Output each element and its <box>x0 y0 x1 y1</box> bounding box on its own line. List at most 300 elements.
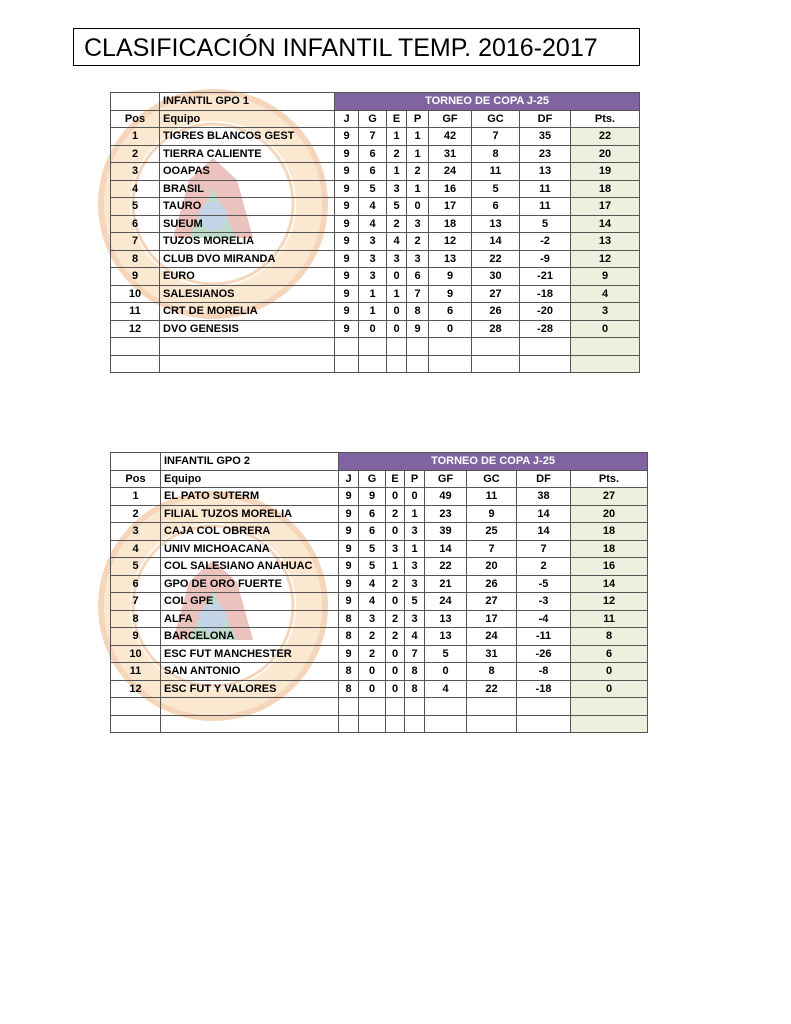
cell-e: 0 <box>387 268 407 286</box>
cell-j: 9 <box>339 575 359 593</box>
cell-df: -2 <box>520 233 571 251</box>
cell-g: 5 <box>359 180 387 198</box>
table-row <box>111 663 648 681</box>
cell-df: -3 <box>517 593 571 611</box>
cell-j: 9 <box>335 285 359 303</box>
cell-df: -26 <box>517 645 571 663</box>
cell-gc: 8 <box>472 145 520 163</box>
cell-j: 8 <box>339 610 359 628</box>
cell-p: 0 <box>405 488 425 506</box>
cell-df: -9 <box>520 250 571 268</box>
cell-equipo: UNIV MICHOACANA <box>161 540 339 558</box>
cell-e: 3 <box>387 180 407 198</box>
empty-cell <box>467 698 517 716</box>
empty-cell <box>339 715 359 733</box>
cell-df: -20 <box>520 303 571 321</box>
blank-cell <box>111 453 161 471</box>
standings-table-group-1 <box>110 92 640 373</box>
cell-equipo: SAN ANTONIO <box>161 663 339 681</box>
cell-equipo: TAURO <box>160 198 335 216</box>
empty-cell <box>387 338 407 356</box>
cell-pos: 8 <box>111 250 160 268</box>
cell-e: 5 <box>387 198 407 216</box>
cell-equipo: OOAPAS <box>160 163 335 181</box>
cell-equipo: EURO <box>160 268 335 286</box>
empty-cell <box>405 715 425 733</box>
cell-e: 0 <box>386 523 405 541</box>
cell-e: 0 <box>386 593 405 611</box>
cell-pts: 3 <box>571 303 640 321</box>
cell-gc: 30 <box>472 268 520 286</box>
cell-p: 1 <box>405 540 425 558</box>
empty-cell <box>517 698 571 716</box>
cell-pts: 6 <box>571 645 648 663</box>
column-header: E <box>387 110 407 128</box>
empty-cell <box>467 715 517 733</box>
cell-df: 7 <box>517 540 571 558</box>
cell-p: 7 <box>407 285 429 303</box>
cell-gf: 0 <box>429 320 472 338</box>
cell-gc: 31 <box>467 645 517 663</box>
cell-e: 2 <box>386 628 405 646</box>
cell-gf: 22 <box>425 558 467 576</box>
empty-cell <box>405 698 425 716</box>
cell-df: -28 <box>520 320 571 338</box>
empty-cell <box>111 715 161 733</box>
table-row <box>111 680 648 698</box>
table-row <box>111 233 640 251</box>
cell-gf: 4 <box>425 680 467 698</box>
cell-pts: 0 <box>571 320 640 338</box>
cell-p: 3 <box>405 523 425 541</box>
cell-e: 2 <box>386 505 405 523</box>
empty-row <box>111 355 640 373</box>
cell-df: -18 <box>517 680 571 698</box>
empty-cell <box>161 698 339 716</box>
cell-gf: 18 <box>429 215 472 233</box>
empty-cell <box>111 338 160 356</box>
cell-j: 8 <box>339 628 359 646</box>
empty-cell <box>571 355 640 373</box>
cell-e: 2 <box>387 145 407 163</box>
table-row <box>111 128 640 146</box>
table-row <box>111 645 648 663</box>
cell-p: 9 <box>407 320 429 338</box>
table-row <box>111 320 640 338</box>
cell-gc: 7 <box>467 540 517 558</box>
cell-pts: 12 <box>571 593 648 611</box>
cell-g: 2 <box>359 645 386 663</box>
cell-gc: 26 <box>472 303 520 321</box>
cell-j: 9 <box>335 128 359 146</box>
column-header-row <box>111 110 640 128</box>
cell-gc: 7 <box>472 128 520 146</box>
cell-j: 9 <box>339 645 359 663</box>
table-row <box>111 610 648 628</box>
cell-p: 2 <box>407 233 429 251</box>
cell-pos: 9 <box>111 628 161 646</box>
cell-pos: 1 <box>111 128 160 146</box>
cell-gf: 13 <box>429 250 472 268</box>
column-header: J <box>339 470 359 488</box>
empty-cell <box>111 698 161 716</box>
empty-cell <box>407 355 429 373</box>
cell-g: 3 <box>359 250 387 268</box>
table-row <box>111 285 640 303</box>
cell-pts: 20 <box>571 145 640 163</box>
group-header-row <box>111 453 648 471</box>
cell-pos: 11 <box>111 663 161 681</box>
cell-pos: 10 <box>111 645 161 663</box>
cell-gc: 24 <box>467 628 517 646</box>
table-row <box>111 163 640 181</box>
table-row <box>111 575 648 593</box>
cell-equipo: COL GPE <box>161 593 339 611</box>
cell-df: -8 <box>517 663 571 681</box>
cell-equipo: CAJA COL OBRERA <box>161 523 339 541</box>
cell-df: -5 <box>517 575 571 593</box>
cell-e: 0 <box>387 303 407 321</box>
cell-e: 0 <box>387 320 407 338</box>
cell-j: 9 <box>339 488 359 506</box>
cell-gf: 14 <box>425 540 467 558</box>
cell-pos: 6 <box>111 215 160 233</box>
cell-df: 23 <box>520 145 571 163</box>
cell-equipo: DVO GENESIS <box>160 320 335 338</box>
cell-p: 0 <box>407 198 429 216</box>
column-header: DF <box>517 470 571 488</box>
empty-cell <box>335 338 359 356</box>
cell-g: 4 <box>359 593 386 611</box>
empty-cell <box>359 715 386 733</box>
cell-g: 0 <box>359 320 387 338</box>
cell-equipo: SALESIANOS <box>160 285 335 303</box>
empty-cell <box>520 355 571 373</box>
cell-gf: 12 <box>429 233 472 251</box>
cell-gc: 8 <box>467 663 517 681</box>
column-header: Equipo <box>161 470 339 488</box>
cell-pts: 4 <box>571 285 640 303</box>
cell-g: 6 <box>359 163 387 181</box>
cell-pos: 5 <box>111 198 160 216</box>
column-header: P <box>405 470 425 488</box>
cell-pos: 2 <box>111 145 160 163</box>
cell-j: 9 <box>335 233 359 251</box>
cell-equipo: TIGRES BLANCOS GEST <box>160 128 335 146</box>
cell-g: 2 <box>359 628 386 646</box>
cell-equipo: ESC FUT MANCHESTER <box>161 645 339 663</box>
cell-gc: 20 <box>467 558 517 576</box>
cell-pts: 22 <box>571 128 640 146</box>
group-header-row <box>111 93 640 111</box>
cell-p: 1 <box>407 128 429 146</box>
cell-gc: 27 <box>467 593 517 611</box>
empty-cell <box>386 698 405 716</box>
table-row <box>111 593 648 611</box>
table-row <box>111 558 648 576</box>
empty-cell <box>571 715 648 733</box>
cell-df: 5 <box>520 215 571 233</box>
cell-j: 9 <box>335 268 359 286</box>
cell-g: 3 <box>359 610 386 628</box>
cell-pts: 14 <box>571 575 648 593</box>
empty-cell <box>161 715 339 733</box>
cell-gf: 23 <box>425 505 467 523</box>
cell-equipo: ALFA <box>161 610 339 628</box>
table-row <box>111 523 648 541</box>
cell-df: 11 <box>520 198 571 216</box>
page-title-box <box>73 28 640 66</box>
cell-gc: 11 <box>467 488 517 506</box>
cell-equipo: EL PATO SUTERM <box>161 488 339 506</box>
tournament-label: TORNEO DE COPA J-25 <box>335 93 640 111</box>
cell-df: 35 <box>520 128 571 146</box>
cell-e: 0 <box>386 680 405 698</box>
cell-equipo: BRASIL <box>160 180 335 198</box>
cell-pos: 7 <box>111 233 160 251</box>
cell-j: 9 <box>335 180 359 198</box>
table-row <box>111 145 640 163</box>
cell-pos: 6 <box>111 575 161 593</box>
cell-pos: 3 <box>111 523 161 541</box>
column-header: P <box>407 110 429 128</box>
cell-df: 2 <box>517 558 571 576</box>
cell-gc: 26 <box>467 575 517 593</box>
cell-pts: 9 <box>571 268 640 286</box>
cell-p: 3 <box>407 215 429 233</box>
cell-e: 0 <box>386 663 405 681</box>
cell-p: 3 <box>405 610 425 628</box>
page-title: CLASIFICACIÓN INFANTIL TEMP. 2016-2017 <box>84 34 598 62</box>
table-row <box>111 268 640 286</box>
empty-cell <box>520 338 571 356</box>
cell-e: 2 <box>386 610 405 628</box>
cell-p: 1 <box>407 180 429 198</box>
cell-gf: 24 <box>429 163 472 181</box>
cell-df: 38 <box>517 488 571 506</box>
cell-equipo: GPO DE ORO FUERTE <box>161 575 339 593</box>
cell-pts: 8 <box>571 628 648 646</box>
column-header: J <box>335 110 359 128</box>
cell-p: 8 <box>405 663 425 681</box>
column-header: Pts. <box>571 110 640 128</box>
cell-gf: 42 <box>429 128 472 146</box>
empty-cell <box>339 698 359 716</box>
cell-equipo: ESC FUT Y VALORES <box>161 680 339 698</box>
cell-pts: 0 <box>571 663 648 681</box>
standings-body <box>111 453 648 733</box>
cell-pos: 11 <box>111 303 160 321</box>
empty-cell <box>472 338 520 356</box>
cell-pts: 11 <box>571 610 648 628</box>
cell-pts: 18 <box>571 540 648 558</box>
cell-df: -4 <box>517 610 571 628</box>
cell-j: 9 <box>335 215 359 233</box>
cell-pts: 14 <box>571 215 640 233</box>
cell-p: 6 <box>407 268 429 286</box>
cell-g: 7 <box>359 128 387 146</box>
cell-gf: 0 <box>425 663 467 681</box>
cell-g: 6 <box>359 523 386 541</box>
empty-cell <box>517 715 571 733</box>
cell-equipo: CRT DE MORELIA <box>160 303 335 321</box>
cell-pts: 19 <box>571 163 640 181</box>
cell-p: 3 <box>407 250 429 268</box>
cell-e: 2 <box>387 215 407 233</box>
cell-gf: 6 <box>429 303 472 321</box>
cell-pos: 8 <box>111 610 161 628</box>
cell-gc: 13 <box>472 215 520 233</box>
standings-body <box>111 93 640 373</box>
column-header: GC <box>472 110 520 128</box>
cell-df: -11 <box>517 628 571 646</box>
cell-j: 8 <box>339 663 359 681</box>
empty-cell <box>359 698 386 716</box>
cell-gc: 5 <box>472 180 520 198</box>
cell-pts: 12 <box>571 250 640 268</box>
cell-pos: 5 <box>111 558 161 576</box>
column-header: E <box>386 470 405 488</box>
cell-equipo: TIERRA CALIENTE <box>160 145 335 163</box>
cell-pos: 4 <box>111 540 161 558</box>
empty-row <box>111 338 640 356</box>
empty-cell <box>111 355 160 373</box>
empty-cell <box>429 355 472 373</box>
empty-cell <box>359 338 387 356</box>
cell-equipo: TUZOS MORELIA <box>160 233 335 251</box>
empty-cell <box>425 715 467 733</box>
cell-g: 6 <box>359 145 387 163</box>
cell-e: 0 <box>386 488 405 506</box>
cell-g: 4 <box>359 215 387 233</box>
cell-gf: 39 <box>425 523 467 541</box>
column-header: Equipo <box>160 110 335 128</box>
cell-gc: 25 <box>467 523 517 541</box>
cell-pos: 1 <box>111 488 161 506</box>
empty-cell <box>571 698 648 716</box>
cell-j: 9 <box>335 320 359 338</box>
empty-cell <box>160 338 335 356</box>
cell-j: 9 <box>339 540 359 558</box>
empty-cell <box>359 355 387 373</box>
cell-g: 6 <box>359 505 386 523</box>
empty-cell <box>425 698 467 716</box>
column-header: Pos <box>111 110 160 128</box>
cell-p: 5 <box>405 593 425 611</box>
cell-pos: 2 <box>111 505 161 523</box>
cell-gf: 17 <box>429 198 472 216</box>
cell-g: 3 <box>359 233 387 251</box>
empty-cell <box>160 355 335 373</box>
cell-gf: 24 <box>425 593 467 611</box>
table-row <box>111 180 640 198</box>
empty-cell <box>386 715 405 733</box>
cell-p: 4 <box>405 628 425 646</box>
cell-pts: 18 <box>571 180 640 198</box>
cell-gc: 11 <box>472 163 520 181</box>
cell-j: 9 <box>339 558 359 576</box>
cell-gc: 28 <box>472 320 520 338</box>
blank-cell <box>111 93 160 111</box>
cell-gc: 27 <box>472 285 520 303</box>
cell-gc: 22 <box>472 250 520 268</box>
cell-df: -18 <box>520 285 571 303</box>
cell-p: 8 <box>407 303 429 321</box>
cell-pos: 9 <box>111 268 160 286</box>
cell-p: 2 <box>407 163 429 181</box>
cell-pos: 4 <box>111 180 160 198</box>
cell-pts: 13 <box>571 233 640 251</box>
cell-p: 3 <box>405 575 425 593</box>
empty-row <box>111 698 648 716</box>
cell-pos: 10 <box>111 285 160 303</box>
cell-j: 9 <box>335 163 359 181</box>
empty-cell <box>335 355 359 373</box>
cell-df: -21 <box>520 268 571 286</box>
cell-p: 1 <box>405 505 425 523</box>
cell-pts: 0 <box>571 680 648 698</box>
cell-g: 4 <box>359 575 386 593</box>
cell-gc: 22 <box>467 680 517 698</box>
cell-pts: 17 <box>571 198 640 216</box>
cell-equipo: BARCELONA <box>161 628 339 646</box>
cell-gf: 16 <box>429 180 472 198</box>
column-header: G <box>359 110 387 128</box>
cell-equipo: COL SALESIANO ANAHUAC <box>161 558 339 576</box>
table-row <box>111 303 640 321</box>
standings-table-group-2 <box>110 452 648 733</box>
cell-g: 0 <box>359 680 386 698</box>
empty-cell <box>407 338 429 356</box>
cell-df: 14 <box>517 523 571 541</box>
table-row <box>111 198 640 216</box>
cell-e: 3 <box>386 540 405 558</box>
cell-pts: 18 <box>571 523 648 541</box>
cell-j: 9 <box>339 593 359 611</box>
column-header: Pts. <box>571 470 648 488</box>
cell-p: 1 <box>407 145 429 163</box>
cell-j: 9 <box>339 523 359 541</box>
cell-pts: 16 <box>571 558 648 576</box>
cell-e: 3 <box>387 250 407 268</box>
cell-g: 9 <box>359 488 386 506</box>
column-header: GF <box>429 110 472 128</box>
cell-equipo: FILIAL TUZOS MORELIA <box>161 505 339 523</box>
cell-g: 0 <box>359 663 386 681</box>
cell-df: 14 <box>517 505 571 523</box>
empty-cell <box>429 338 472 356</box>
cell-j: 9 <box>335 250 359 268</box>
cell-gf: 13 <box>425 628 467 646</box>
empty-cell <box>571 338 640 356</box>
cell-pos: 3 <box>111 163 160 181</box>
table-row <box>111 488 648 506</box>
cell-gf: 31 <box>429 145 472 163</box>
cell-j: 9 <box>339 505 359 523</box>
cell-gf: 9 <box>429 285 472 303</box>
column-header: G <box>359 470 386 488</box>
cell-equipo: SUEUM <box>160 215 335 233</box>
cell-pos: 7 <box>111 593 161 611</box>
tournament-label: TORNEO DE COPA J-25 <box>339 453 648 471</box>
cell-gc: 9 <box>467 505 517 523</box>
empty-row <box>111 715 648 733</box>
cell-pos: 12 <box>111 680 161 698</box>
cell-gf: 5 <box>425 645 467 663</box>
cell-equipo: CLUB DVO MIRANDA <box>160 250 335 268</box>
cell-e: 2 <box>386 575 405 593</box>
cell-e: 1 <box>387 285 407 303</box>
